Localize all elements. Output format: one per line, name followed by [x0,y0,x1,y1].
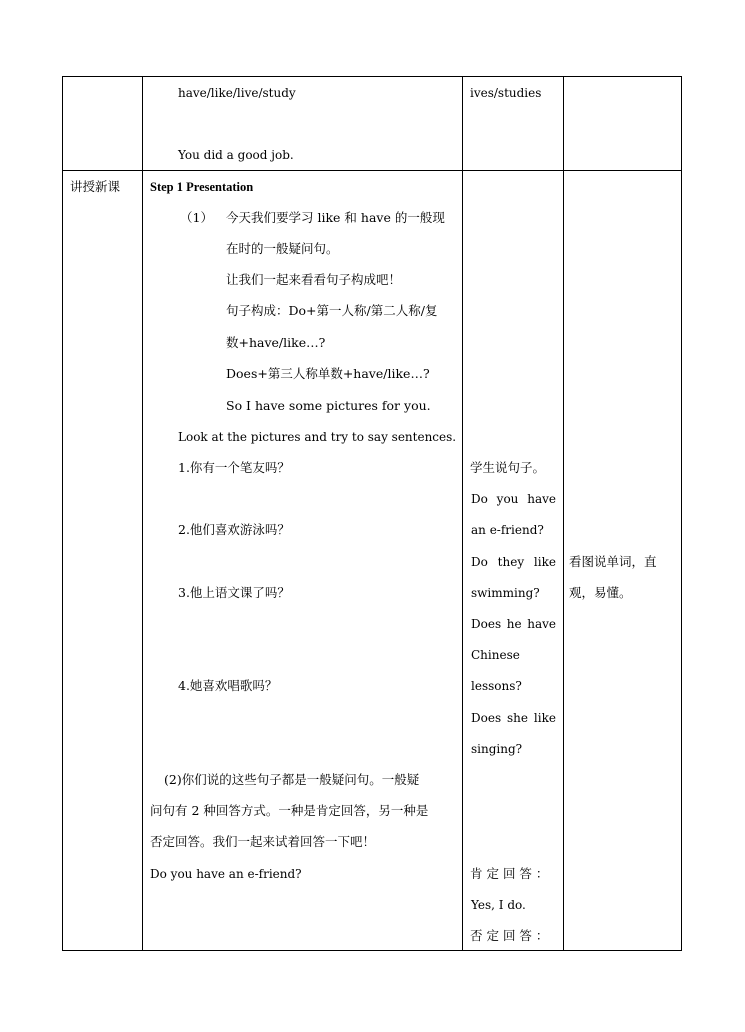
row1-col3-text: ives/studies [470,86,542,100]
table-left-border [62,76,63,951]
col-divider-2 [462,76,463,951]
student-sentence-line: singing? [471,742,523,756]
question-item: 3.他上语文课了吗？ [178,585,290,600]
part1-line: 句子构成：Do+第一人称/第二人称/复 [226,303,438,318]
part2-line: 否定回答。我们一起来试着回答一下吧！ [150,834,376,849]
question-item: 4.她喜欢唱歌吗？ [178,678,278,693]
question-item: 2.他们喜欢游泳吗？ [178,522,290,537]
part1-line: 让我们一起来看看句子构成吧！ [226,272,402,287]
positive-answer: Yes, I do. [471,898,526,912]
part1-line: Does+第三人称单数+have/like…? [226,366,430,381]
part1-line: 在时的一般疑问句。 [226,241,339,256]
part2-line: 问句有 2 种回答方式。一种是肯定回答，另一种是 [150,803,429,818]
part1-number: （1） [180,210,213,225]
part1-line: So I have some pictures for you. [226,398,431,413]
look-instruction: Look at the pictures and try to say sentences. [178,430,457,444]
student-sentence-line: Do you have [471,492,556,506]
step-title: Step 1 Presentation [150,180,254,194]
student-sentence-line: Do they like [471,555,556,569]
col-divider-1 [142,76,143,951]
student-sentence-line: Chinese [471,648,520,662]
part2-line: (2)你们说的这些句子都是一般疑问句。一般疑 [164,772,420,787]
design-intent-line: 观，易懂。 [569,585,632,600]
positive-answer-label: 肯 定 回 答 ： [470,866,549,881]
student-activity: 学生说句子。 [470,460,546,475]
col-divider-3 [563,76,564,951]
section-label: 讲授新课 [70,179,121,194]
part1-line: 数+have/like…? [226,335,326,350]
question-item: 1.你有一个笔友吗？ [178,460,290,475]
student-sentence-line: swimming? [471,586,540,600]
row1-praise: You did a good job. [178,148,294,162]
student-sentence-line: Does she like [471,711,556,725]
example-question: Do you have an e-friend? [150,867,302,881]
student-sentence-line: lessons? [471,679,522,693]
row-divider [62,170,682,171]
student-sentence-line: Does he have [471,617,556,631]
row1-verbs: have/like/live/study [178,86,296,100]
table-top-border [62,76,682,77]
student-sentence-line: an e-friend? [471,523,544,537]
table-bottom-border [62,950,682,951]
design-intent-line: 看图说单词，直 [569,554,657,569]
part1-line: 今天我们要学习 like 和 have 的一般现 [226,210,445,225]
negative-answer-label: 否 定 回 答 ： [470,928,549,943]
table-right-border [681,76,682,951]
